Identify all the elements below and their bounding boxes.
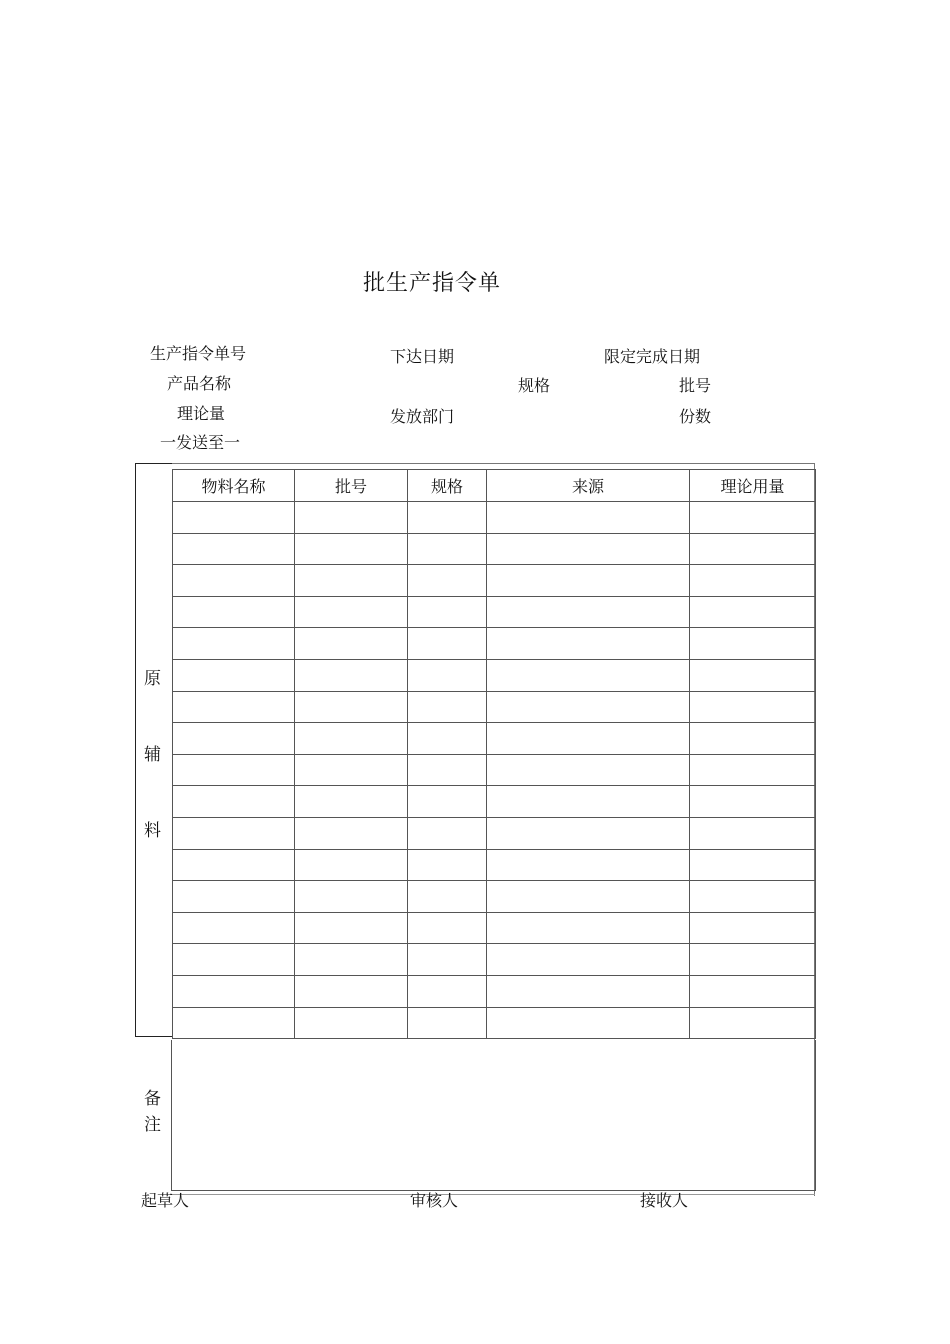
remark-bottom-line (171, 1194, 815, 1195)
table-row (173, 849, 816, 881)
table-cell[interactable] (690, 754, 816, 786)
col-header-material-name: 物料名称 (173, 470, 295, 502)
table-cell[interactable] (690, 596, 816, 628)
table-cell[interactable] (295, 912, 408, 944)
table-cell[interactable] (487, 533, 690, 565)
table-cell[interactable] (408, 1007, 487, 1039)
table-cell[interactable] (487, 786, 690, 818)
spec-label: 规格 (518, 376, 551, 395)
remark-label-zhu: 注 (144, 1115, 161, 1135)
table-row (173, 817, 816, 849)
table-cell[interactable] (487, 628, 690, 660)
side-label-yuan: 原 (144, 669, 161, 689)
table-cell[interactable] (487, 975, 690, 1007)
table-cell[interactable] (295, 723, 408, 755)
table-cell[interactable] (295, 533, 408, 565)
table-cell[interactable] (487, 596, 690, 628)
table-cell[interactable] (173, 565, 295, 597)
table-cell[interactable] (690, 975, 816, 1007)
table-cell[interactable] (173, 659, 295, 691)
table-header-row (173, 470, 816, 502)
table-cell[interactable] (487, 849, 690, 881)
remark-box[interactable] (171, 1040, 816, 1191)
receiver-label: 接收人 (640, 1191, 689, 1210)
table-cell[interactable] (487, 691, 690, 723)
copies-label: 份数 (679, 407, 712, 426)
deadline-label: 限定完成日期 (604, 347, 701, 366)
table-cell[interactable] (690, 1007, 816, 1039)
table-cell[interactable] (408, 723, 487, 755)
table-cell[interactable] (690, 565, 816, 597)
table-cell[interactable] (295, 1007, 408, 1039)
table-cell[interactable] (408, 849, 487, 881)
table-cell[interactable] (295, 565, 408, 597)
table-cell[interactable] (295, 817, 408, 849)
table-cell[interactable] (173, 786, 295, 818)
table-cell[interactable] (487, 659, 690, 691)
table-cell[interactable] (690, 723, 816, 755)
issue-date-label: 下达日期 (390, 347, 455, 366)
table-cell[interactable] (690, 881, 816, 913)
table-cell[interactable] (173, 533, 295, 565)
table-cell[interactable] (295, 754, 408, 786)
table-cell[interactable] (408, 628, 487, 660)
table-row (173, 881, 816, 913)
table-cell[interactable] (173, 596, 295, 628)
order-number-label: 生产指令单号 (150, 344, 247, 363)
table-row (173, 944, 816, 976)
table-cell[interactable] (173, 944, 295, 976)
table-cell[interactable] (408, 691, 487, 723)
table-row (173, 754, 816, 786)
table-cell[interactable] (408, 975, 487, 1007)
col-header-source: 来源 (487, 470, 690, 502)
table-cell[interactable] (173, 849, 295, 881)
table-cell[interactable] (408, 659, 487, 691)
table-cell[interactable] (173, 754, 295, 786)
document-title: 批生产指令单 (363, 271, 502, 296)
table-row (173, 502, 816, 534)
table-cell[interactable] (295, 596, 408, 628)
table-cell[interactable] (408, 502, 487, 534)
table-cell[interactable] (408, 565, 487, 597)
table-cell[interactable] (690, 912, 816, 944)
table-cell[interactable] (690, 849, 816, 881)
theory-quantity-label: 理论量 (177, 404, 226, 423)
table-top-border (172, 463, 815, 464)
table-cell[interactable] (173, 723, 295, 755)
table-cell[interactable] (173, 691, 295, 723)
table-cell[interactable] (295, 786, 408, 818)
table-cell[interactable] (487, 912, 690, 944)
send-to-label: 一发送至一 (160, 433, 241, 452)
table-cell[interactable] (173, 1007, 295, 1039)
table-cell[interactable] (295, 944, 408, 976)
side-label-liao: 料 (144, 821, 161, 841)
table-cell[interactable] (690, 502, 816, 534)
table-cell[interactable] (690, 628, 816, 660)
batch-label: 批号 (679, 376, 712, 395)
table-cell[interactable] (690, 786, 816, 818)
table-row (173, 691, 816, 723)
table-row (173, 975, 816, 1007)
table-cell[interactable] (408, 944, 487, 976)
table-cell[interactable] (487, 1007, 690, 1039)
table-cell[interactable] (408, 881, 487, 913)
table-cell[interactable] (295, 975, 408, 1007)
table-cell[interactable] (408, 533, 487, 565)
table-cell[interactable] (487, 944, 690, 976)
table-cell[interactable] (295, 628, 408, 660)
table-row (173, 533, 816, 565)
table-cell[interactable] (408, 786, 487, 818)
remark-label-bei: 备 (144, 1089, 161, 1109)
table-cell[interactable] (173, 628, 295, 660)
col-header-theory-usage: 理论用量 (690, 470, 816, 502)
table-cell[interactable] (173, 817, 295, 849)
table-cell[interactable] (690, 659, 816, 691)
table-cell[interactable] (408, 912, 487, 944)
table-cell[interactable] (173, 975, 295, 1007)
table-cell[interactable] (690, 533, 816, 565)
table-cell[interactable] (487, 817, 690, 849)
table-row (173, 628, 816, 660)
reviewer-label: 审核人 (410, 1191, 459, 1210)
dept-label: 发放部门 (390, 407, 455, 426)
table-cell[interactable] (173, 912, 295, 944)
table-row (173, 565, 816, 597)
product-name-label: 产品名称 (167, 374, 232, 393)
table-cell[interactable] (408, 817, 487, 849)
table-cell[interactable] (173, 881, 295, 913)
table-cell[interactable] (173, 502, 295, 534)
table-cell[interactable] (690, 817, 816, 849)
drafter-label: 起草人 (141, 1191, 190, 1210)
table-cell[interactable] (295, 659, 408, 691)
side-label-fu: 辅 (144, 745, 161, 765)
table-row (173, 723, 816, 755)
table-row (173, 596, 816, 628)
table-cell[interactable] (295, 502, 408, 534)
table-row (173, 786, 816, 818)
table-cell[interactable] (295, 691, 408, 723)
table-cell[interactable] (487, 881, 690, 913)
table-cell[interactable] (487, 565, 690, 597)
table-cell[interactable] (295, 849, 408, 881)
table-row (173, 1007, 816, 1039)
col-header-batch: 批号 (295, 470, 408, 502)
table-cell[interactable] (487, 723, 690, 755)
table-cell[interactable] (487, 502, 690, 534)
table-cell[interactable] (408, 596, 487, 628)
table-cell[interactable] (487, 754, 690, 786)
table-cell[interactable] (690, 944, 816, 976)
table-body (173, 502, 816, 1039)
table-cell[interactable] (690, 691, 816, 723)
table-row (173, 659, 816, 691)
table-row (173, 912, 816, 944)
col-header-spec: 规格 (408, 470, 487, 502)
table-cell[interactable] (408, 754, 487, 786)
table-cell[interactable] (295, 881, 408, 913)
materials-table (172, 469, 816, 1039)
